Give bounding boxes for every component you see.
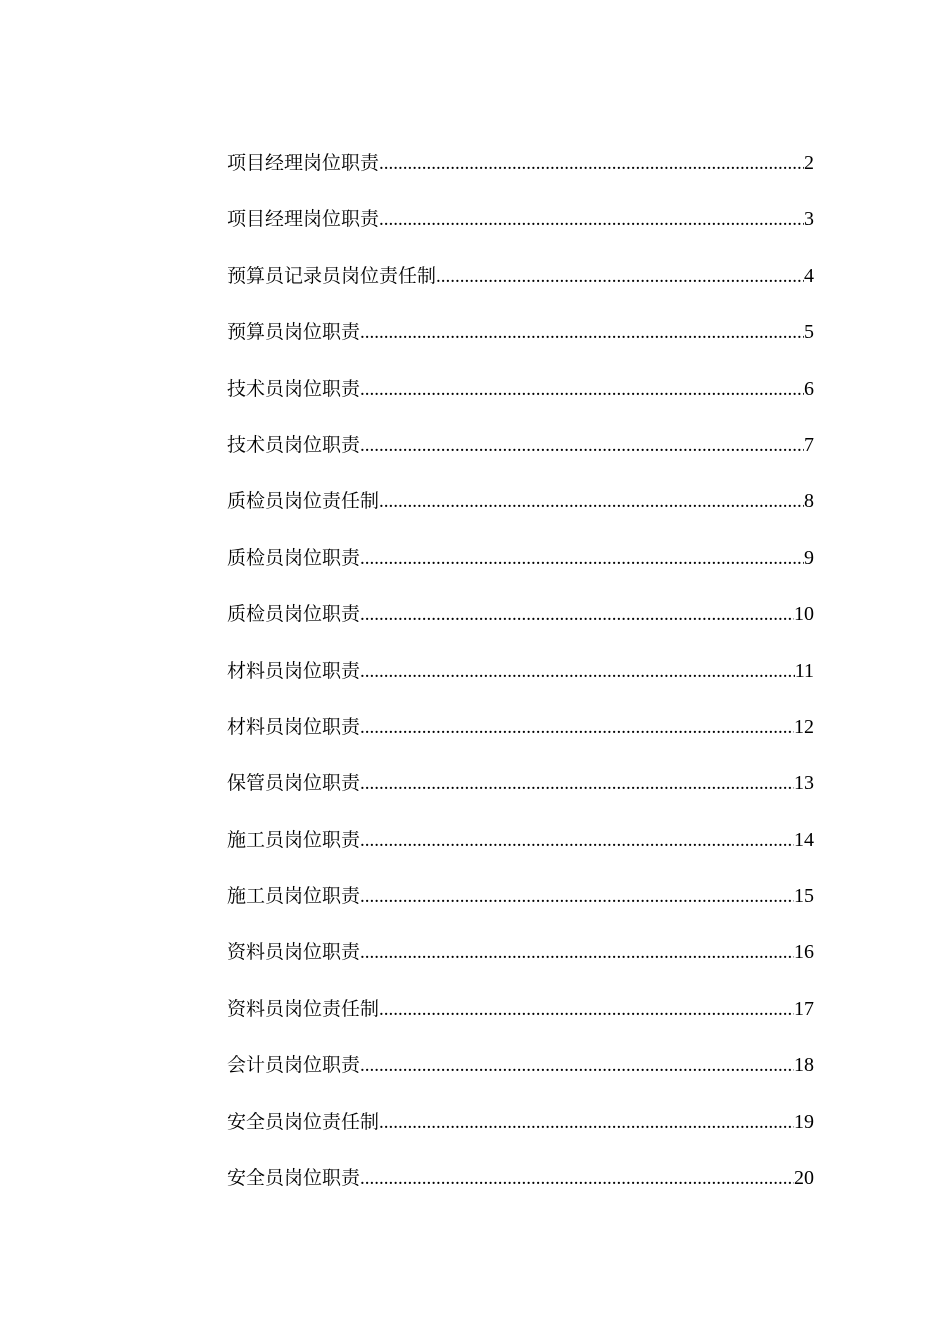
toc-entry-page: 16 <box>794 941 814 964</box>
toc-entry[interactable] <box>227 256 814 312</box>
toc-entry[interactable] <box>227 820 814 876</box>
toc-entry-page: 13 <box>794 772 814 795</box>
toc-entry-title: 技术员岗位职责 <box>227 377 361 400</box>
toc-entry[interactable] <box>227 369 814 425</box>
table-of-contents <box>227 143 814 1214</box>
toc-entry-page: 5 <box>804 321 814 344</box>
toc-entry-title: 项目经理岗位职责 <box>227 208 380 231</box>
toc-entry-title: 材料员岗位职责 <box>227 659 361 682</box>
toc-entry[interactable] <box>227 1045 814 1101</box>
toc-entry-page: 2 <box>804 152 814 174</box>
toc-dot-leader <box>360 821 794 861</box>
toc-dot-leader <box>379 1103 794 1143</box>
toc-dot-leader <box>360 313 804 353</box>
toc-entry-title: 资料员岗位职责 <box>227 941 361 964</box>
toc-dot-leader <box>379 990 794 1030</box>
toc-entry-title: 施工员岗位职责 <box>227 828 361 851</box>
toc-entry-page: 8 <box>804 490 814 513</box>
toc-dot-leader <box>379 482 804 522</box>
toc-dot-leader <box>360 426 804 466</box>
toc-entry-title: 安全员岗位职责 <box>227 1167 361 1190</box>
toc-entry[interactable] <box>227 143 814 199</box>
toc-entry-page: 12 <box>794 715 814 738</box>
toc-entry[interactable] <box>227 989 814 1045</box>
toc-entry-page: 3 <box>804 208 814 231</box>
toc-entry[interactable] <box>227 651 814 707</box>
toc-entry-title: 质检员岗位职责 <box>227 546 361 569</box>
toc-entry-title: 质检员岗位职责 <box>227 603 361 626</box>
toc-dot-leader <box>360 877 794 917</box>
toc-entry[interactable] <box>227 1102 814 1158</box>
toc-dot-leader <box>360 1046 794 1086</box>
toc-dot-leader <box>436 257 804 297</box>
toc-entry-page: 14 <box>794 828 814 851</box>
toc-dot-leader <box>379 200 804 240</box>
toc-entry-page: 10 <box>794 603 814 626</box>
toc-entry-page: 15 <box>794 885 814 908</box>
toc-dot-leader <box>360 764 794 804</box>
toc-entry[interactable] <box>227 932 814 988</box>
toc-entry-title: 质检员岗位责任制 <box>227 490 380 513</box>
toc-dot-leader <box>360 539 804 579</box>
toc-entry-page: 17 <box>794 997 814 1020</box>
toc-dot-leader <box>360 652 795 692</box>
toc-entry-page: 4 <box>804 264 814 287</box>
toc-entry-page: 11 <box>794 659 814 682</box>
toc-entry[interactable] <box>227 763 814 819</box>
toc-dot-leader <box>360 370 804 410</box>
toc-entry-page: 20 <box>794 1167 814 1190</box>
toc-entry[interactable] <box>227 425 814 481</box>
toc-entry[interactable] <box>227 199 814 255</box>
toc-entry[interactable] <box>227 481 814 537</box>
toc-entry[interactable] <box>227 876 814 932</box>
toc-entry-title: 预算员岗位职责 <box>227 321 361 344</box>
toc-entry-page: 6 <box>804 377 814 400</box>
toc-entry-title: 技术员岗位职责 <box>227 433 361 456</box>
toc-entry-page: 18 <box>794 1054 814 1077</box>
toc-entry-title: 项目经理岗位职责 <box>227 152 380 174</box>
toc-entry-title: 预算员记录员岗位责任制 <box>227 264 437 287</box>
toc-entry-title: 施工员岗位职责 <box>227 885 361 908</box>
toc-entry-title: 保管员岗位职责 <box>227 772 361 795</box>
toc-entry-title: 安全员岗位责任制 <box>227 1110 380 1133</box>
toc-entry[interactable] <box>227 594 814 650</box>
toc-entry[interactable] <box>227 1158 814 1214</box>
toc-entry[interactable] <box>227 707 814 763</box>
toc-dot-leader <box>360 933 794 973</box>
toc-dot-leader <box>360 1159 794 1199</box>
toc-dot-leader <box>379 144 804 184</box>
toc-dot-leader <box>360 595 794 635</box>
toc-entry-title: 材料员岗位职责 <box>227 715 361 738</box>
toc-entry-page: 9 <box>804 546 814 569</box>
toc-entry[interactable] <box>227 538 814 594</box>
toc-entry-title: 会计员岗位职责 <box>227 1054 361 1077</box>
toc-entry-page: 7 <box>804 433 814 456</box>
toc-entry-page: 19 <box>794 1110 814 1133</box>
toc-entry-title: 资料员岗位责任制 <box>227 997 380 1020</box>
toc-dot-leader <box>360 708 794 748</box>
toc-entry[interactable] <box>227 312 814 368</box>
